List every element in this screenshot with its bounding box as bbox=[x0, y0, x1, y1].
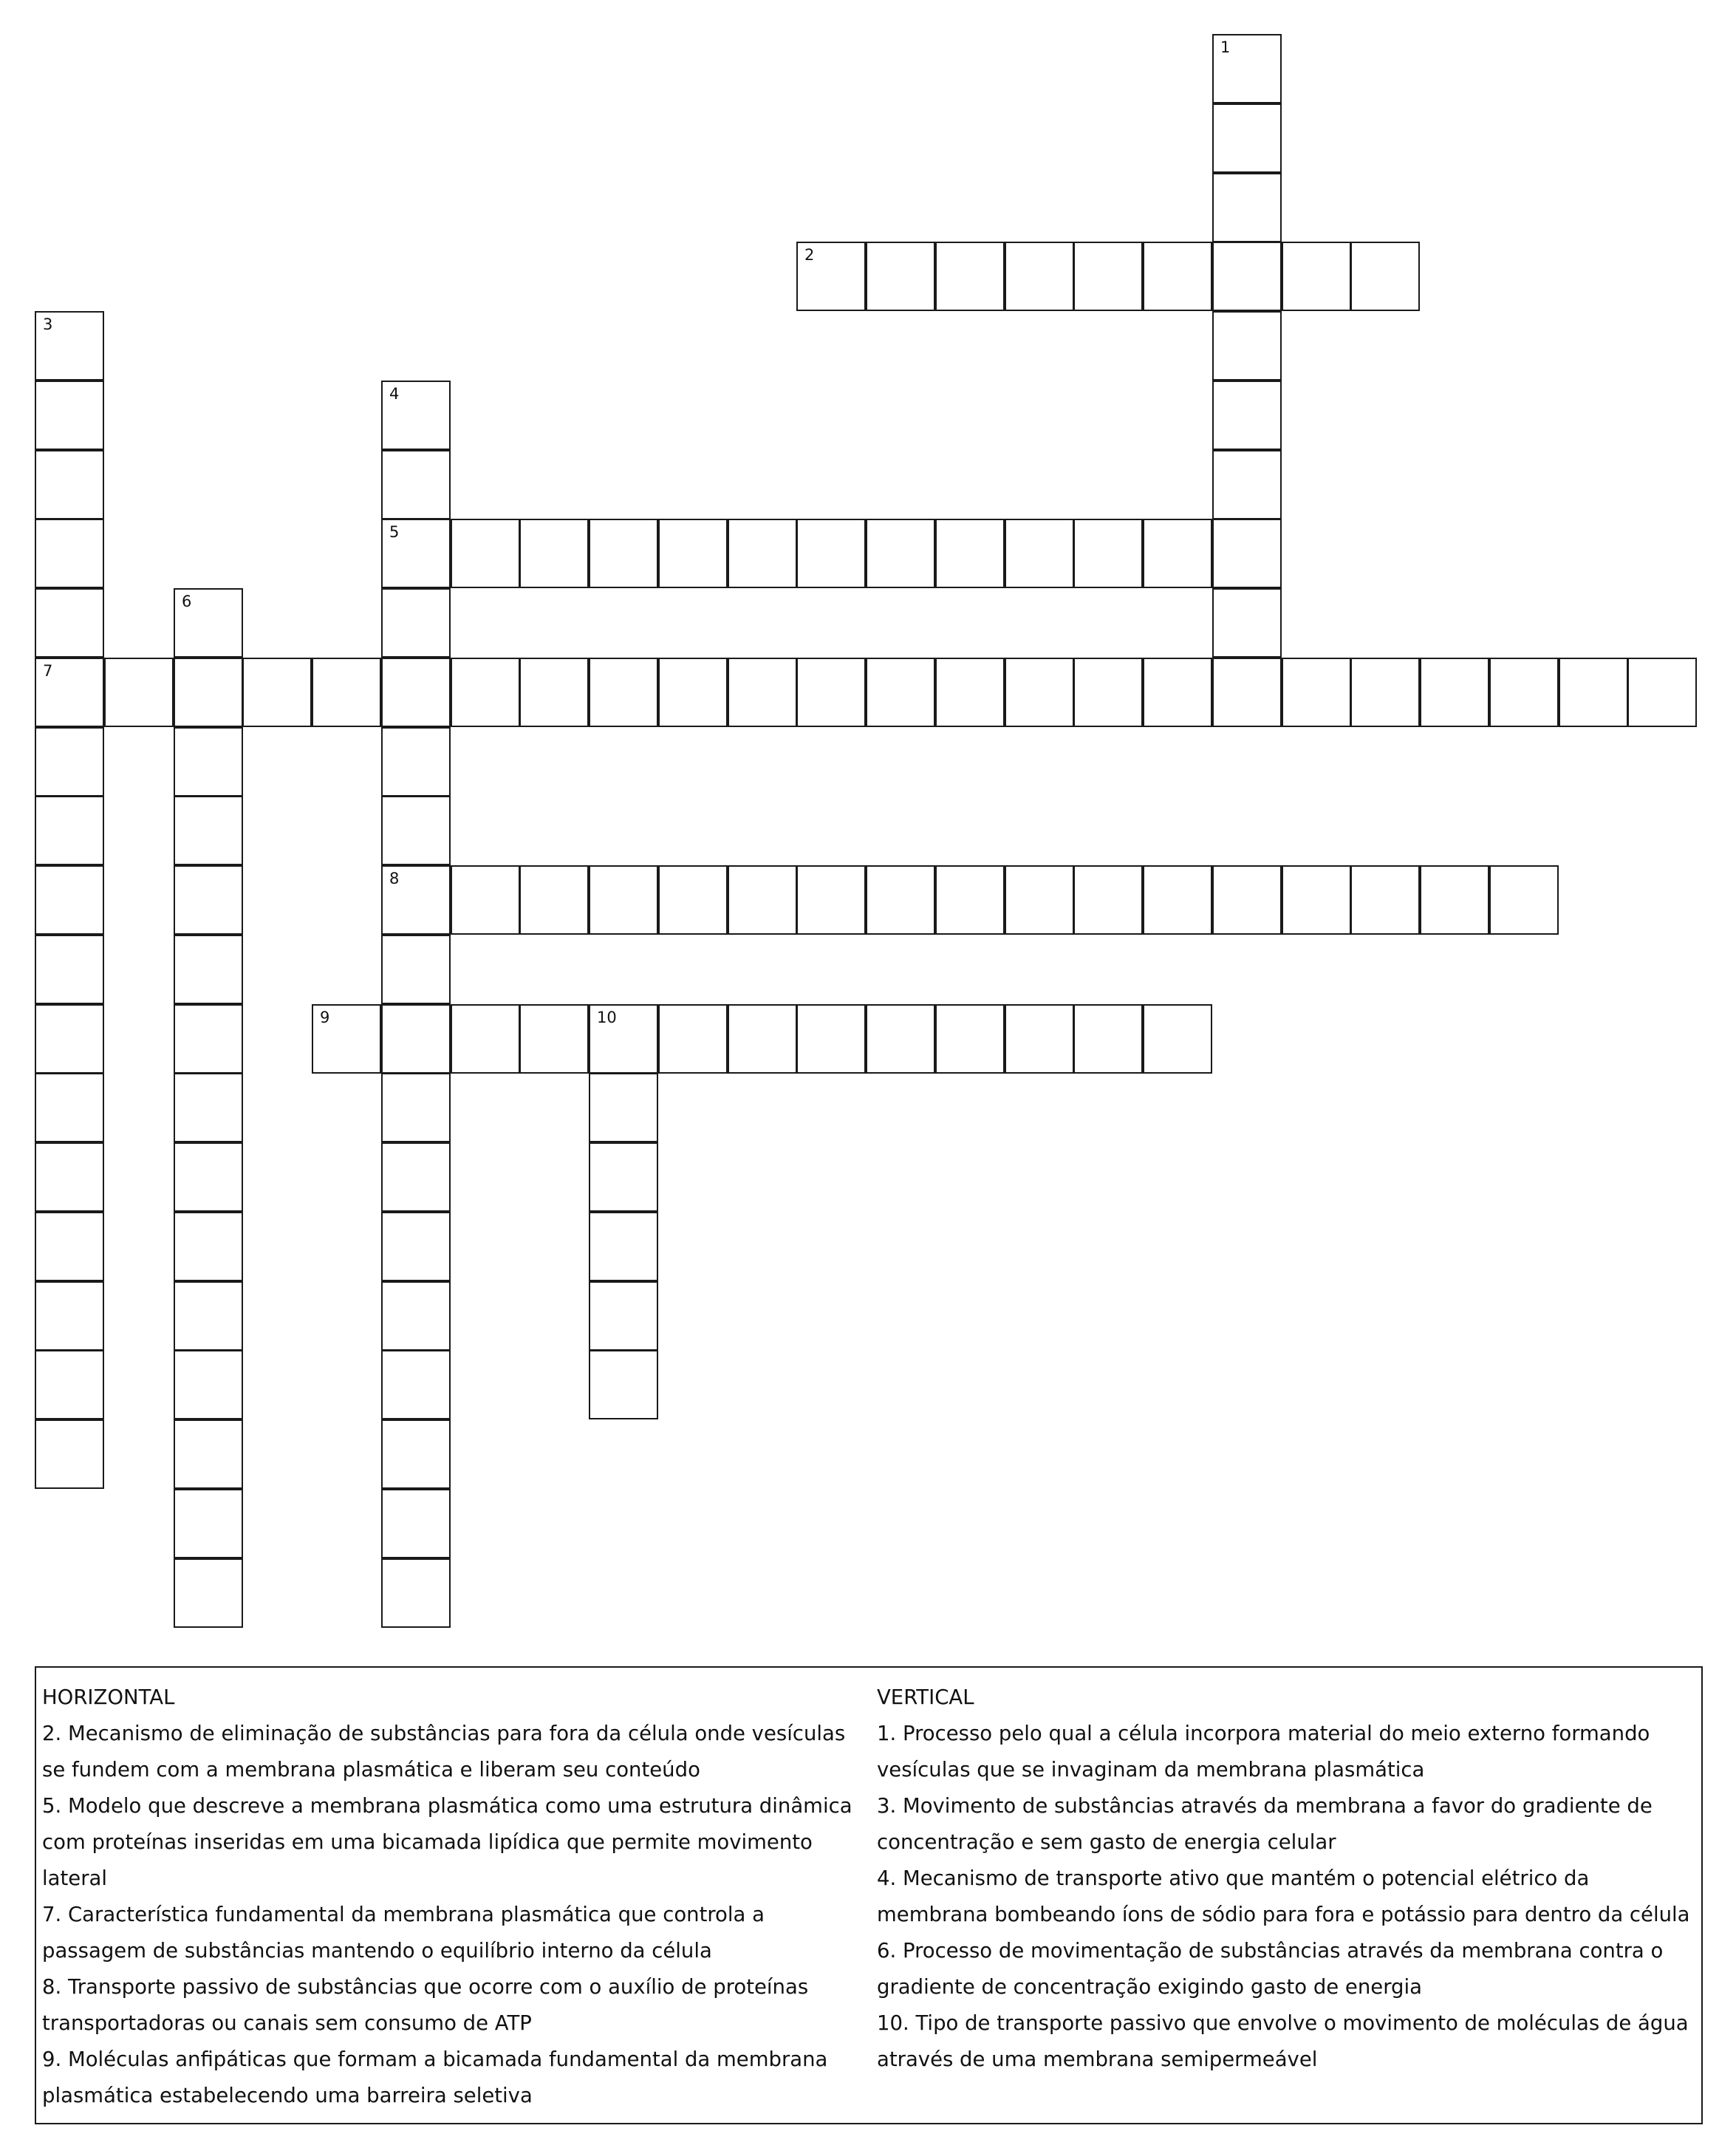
grid-cell[interactable] bbox=[796, 519, 866, 588]
grid-cell[interactable] bbox=[589, 1142, 658, 1212]
grid-cell[interactable] bbox=[866, 1004, 935, 1074]
grid-cell[interactable] bbox=[381, 1281, 451, 1351]
grid-cell[interactable] bbox=[935, 865, 1005, 935]
grid-cell[interactable] bbox=[728, 865, 797, 935]
grid-cell[interactable] bbox=[312, 1004, 381, 1074]
grid-cell[interactable] bbox=[1282, 242, 1351, 311]
grid-cell[interactable] bbox=[866, 242, 935, 311]
grid-cell[interactable] bbox=[381, 727, 451, 797]
grid-cell[interactable] bbox=[381, 1142, 451, 1212]
clue-across-2: 2. Mecanismo de eliminação de substâncias para fora da célula onde vesículas se fundem com a membrana plasmática e liberam seu conteúdo bbox=[42, 1722, 846, 1782]
grid-cell[interactable] bbox=[381, 865, 451, 935]
grid-cell[interactable] bbox=[381, 381, 451, 450]
grid-cell[interactable] bbox=[589, 519, 658, 588]
grid-cell[interactable] bbox=[1212, 588, 1282, 658]
clue-number: 1 bbox=[1220, 38, 1231, 56]
grid-cell[interactable] bbox=[589, 1073, 658, 1142]
grid-cell[interactable] bbox=[1073, 1004, 1143, 1074]
grid-cell[interactable] bbox=[451, 658, 520, 727]
grid-cell[interactable] bbox=[1143, 1004, 1212, 1074]
clue-across-5: 5. Modelo que descreve a membrana plasmática como uma estrutura dinâmica com proteínas inseridas em uma bicamada lipídica que permite movimento lateral bbox=[42, 1794, 852, 1890]
grid-cell[interactable] bbox=[1005, 242, 1074, 311]
clue-number: 6 bbox=[182, 593, 192, 610]
clue-box bbox=[35, 1666, 1703, 2124]
grid-cell[interactable] bbox=[35, 588, 104, 658]
grid-cell[interactable] bbox=[35, 658, 104, 727]
grid-cell[interactable] bbox=[796, 242, 866, 311]
grid-cell[interactable] bbox=[728, 519, 797, 588]
horizontal-title: HORIZONTAL bbox=[42, 1685, 175, 1709]
grid-cell[interactable] bbox=[381, 1212, 451, 1281]
grid-cell[interactable] bbox=[519, 865, 589, 935]
grid-cell[interactable] bbox=[1489, 865, 1559, 935]
grid-cell[interactable] bbox=[1212, 173, 1282, 242]
grid-cell[interactable] bbox=[1143, 242, 1212, 311]
grid-cell[interactable] bbox=[35, 865, 104, 935]
clue-across-7: 7. Característica fundamental da membrana plasmática que controla a passagem de substâncias mantendo o equilíbrio interno da célula bbox=[42, 1903, 765, 1963]
grid-cell[interactable] bbox=[589, 1004, 658, 1074]
grid-cell[interactable] bbox=[381, 796, 451, 865]
clue-down-1: 1. Processo pelo qual a célula incorpora material do meio externo formando vesículas que se invaginam da membrana plasmática bbox=[877, 1722, 1650, 1782]
grid-cell[interactable] bbox=[1143, 865, 1212, 935]
grid-cell[interactable] bbox=[174, 1142, 243, 1212]
grid-cell[interactable] bbox=[866, 865, 935, 935]
grid-cell[interactable] bbox=[35, 1281, 104, 1351]
grid-cell[interactable] bbox=[658, 1004, 728, 1074]
clue-across-9: 9. Moléculas anfipáticas que formam a bicamada fundamental da membrana plasmática estabelecendo uma barreira seletiva bbox=[42, 2048, 828, 2107]
grid-cell[interactable] bbox=[381, 519, 451, 588]
grid-cell[interactable] bbox=[935, 1004, 1005, 1074]
grid-cell[interactable] bbox=[35, 935, 104, 1004]
grid-cell[interactable] bbox=[796, 1004, 866, 1074]
clue-down-6: 6. Processo de movimentação de substâncias através da membrana contra o gradiente de concentração exigindo gasto de energia bbox=[877, 1939, 1664, 1999]
grid-cell[interactable] bbox=[174, 1558, 243, 1628]
clue-number: 5 bbox=[389, 523, 400, 541]
grid-cell[interactable] bbox=[174, 1004, 243, 1074]
grid-cell[interactable] bbox=[1212, 242, 1282, 311]
grid-cell[interactable] bbox=[589, 865, 658, 935]
grid-cell[interactable] bbox=[728, 658, 797, 727]
grid-cell[interactable] bbox=[1420, 865, 1489, 935]
grid-cell[interactable] bbox=[796, 658, 866, 727]
grid-cell[interactable] bbox=[381, 588, 451, 658]
grid-cell[interactable] bbox=[174, 1350, 243, 1419]
grid-cell[interactable] bbox=[1073, 865, 1143, 935]
grid-cell[interactable] bbox=[1143, 519, 1212, 588]
grid-cell[interactable] bbox=[1350, 658, 1420, 727]
grid-cell[interactable] bbox=[1005, 1004, 1074, 1074]
grid-cell[interactable] bbox=[174, 865, 243, 935]
grid-cell[interactable] bbox=[935, 658, 1005, 727]
grid-cell[interactable] bbox=[451, 1004, 520, 1074]
grid-cell[interactable] bbox=[35, 796, 104, 865]
horizontal-clues bbox=[42, 1680, 869, 2114]
grid-cell[interactable] bbox=[1073, 519, 1143, 588]
grid-cell[interactable] bbox=[1489, 658, 1559, 727]
grid-cell[interactable] bbox=[451, 519, 520, 588]
grid-cell[interactable] bbox=[1212, 381, 1282, 450]
grid-cell[interactable] bbox=[35, 1212, 104, 1281]
grid-cell[interactable] bbox=[381, 1558, 451, 1628]
grid-cell[interactable] bbox=[35, 1419, 104, 1489]
grid-cell[interactable] bbox=[174, 1419, 243, 1489]
grid-cell[interactable] bbox=[1212, 311, 1282, 381]
grid-cell[interactable] bbox=[935, 519, 1005, 588]
grid-cell[interactable] bbox=[589, 658, 658, 727]
grid-cell[interactable] bbox=[519, 658, 589, 727]
grid-cell[interactable] bbox=[1005, 658, 1074, 727]
grid-cell[interactable] bbox=[35, 1004, 104, 1074]
grid-cell[interactable] bbox=[381, 1489, 451, 1558]
grid-cell[interactable] bbox=[35, 727, 104, 797]
grid-cell[interactable] bbox=[1143, 658, 1212, 727]
clue-number: 7 bbox=[43, 662, 53, 680]
grid-cell[interactable] bbox=[381, 658, 451, 727]
grid-cell[interactable] bbox=[1212, 103, 1282, 173]
grid-cell[interactable] bbox=[1212, 34, 1282, 103]
grid-cell[interactable] bbox=[519, 519, 589, 588]
grid-cell[interactable] bbox=[174, 1073, 243, 1142]
grid-cell[interactable] bbox=[1420, 658, 1489, 727]
grid-cell[interactable] bbox=[35, 311, 104, 381]
grid-cell[interactable] bbox=[658, 519, 728, 588]
grid-cell[interactable] bbox=[1627, 658, 1697, 727]
clue-number: 9 bbox=[320, 1009, 330, 1026]
clue-down-4: 4. Mecanismo de transporte ativo que mantém o potencial elétrico da membrana bombeando íons de sódio para fora e potássio para dentro da célula bbox=[877, 1866, 1690, 1926]
grid-cell[interactable] bbox=[589, 1350, 658, 1419]
grid-cell[interactable] bbox=[174, 1281, 243, 1351]
clue-number: 8 bbox=[389, 870, 400, 887]
grid-cell[interactable] bbox=[104, 658, 174, 727]
clue-number: 10 bbox=[597, 1009, 617, 1026]
grid-cell[interactable] bbox=[35, 381, 104, 450]
grid-cell[interactable] bbox=[174, 658, 243, 727]
clue-number: 2 bbox=[804, 246, 815, 264]
grid-cell[interactable] bbox=[1559, 658, 1628, 727]
grid-cell[interactable] bbox=[1350, 865, 1420, 935]
clue-across-8: 8. Transporte passivo de substâncias que ocorre com o auxílio de proteínas transportadoras ou canais sem consumo de ATP bbox=[42, 1975, 809, 2035]
grid-cell[interactable] bbox=[381, 1004, 451, 1074]
grid-cell[interactable] bbox=[312, 658, 381, 727]
clue-number: 4 bbox=[389, 385, 400, 403]
grid-cell[interactable] bbox=[35, 1142, 104, 1212]
grid-cell[interactable] bbox=[174, 588, 243, 658]
grid-cell[interactable] bbox=[658, 658, 728, 727]
grid-cell[interactable] bbox=[35, 519, 104, 588]
grid-cell[interactable] bbox=[1282, 658, 1351, 727]
grid-cell[interactable] bbox=[174, 1212, 243, 1281]
grid-cell[interactable] bbox=[35, 450, 104, 519]
grid-cell[interactable] bbox=[381, 1350, 451, 1419]
grid-cell[interactable] bbox=[1212, 658, 1282, 727]
grid-cell[interactable] bbox=[174, 1489, 243, 1558]
grid-cell[interactable] bbox=[1212, 865, 1282, 935]
grid-cell[interactable] bbox=[381, 1073, 451, 1142]
grid-cell[interactable] bbox=[381, 935, 451, 1004]
grid-cell[interactable] bbox=[589, 1212, 658, 1281]
grid-cell[interactable] bbox=[796, 865, 866, 935]
grid-cell[interactable] bbox=[1282, 865, 1351, 935]
grid-cell[interactable] bbox=[35, 1350, 104, 1419]
grid-cell[interactable] bbox=[589, 1281, 658, 1351]
grid-cell[interactable] bbox=[1005, 519, 1074, 588]
grid-cell[interactable] bbox=[381, 450, 451, 519]
clue-number: 3 bbox=[43, 316, 53, 333]
vertical-clues bbox=[877, 1680, 1697, 2078]
vertical-title: VERTICAL bbox=[877, 1685, 974, 1709]
grid-cell[interactable] bbox=[866, 519, 935, 588]
clue-down-3: 3. Movimento de substâncias através da membrana a favor do gradiente de concentração e sem gasto de energia celular bbox=[877, 1794, 1653, 1854]
grid-cell[interactable] bbox=[935, 242, 1005, 311]
grid-cell[interactable] bbox=[174, 727, 243, 797]
grid-cell[interactable] bbox=[866, 658, 935, 727]
grid-cell[interactable] bbox=[658, 865, 728, 935]
grid-cell[interactable] bbox=[728, 1004, 797, 1074]
grid-cell[interactable] bbox=[381, 1419, 451, 1489]
grid-cell[interactable] bbox=[1212, 450, 1282, 519]
grid-cell[interactable] bbox=[1073, 658, 1143, 727]
grid-cell[interactable] bbox=[451, 865, 520, 935]
grid-cell[interactable] bbox=[35, 1073, 104, 1142]
grid-cell[interactable] bbox=[1350, 242, 1420, 311]
grid-cell[interactable] bbox=[174, 935, 243, 1004]
clue-down-10: 10. Tipo de transporte passivo que envolve o movimento de moléculas de água através de uma membrana semipermeável bbox=[877, 2011, 1689, 2071]
grid-cell[interactable] bbox=[1212, 519, 1282, 588]
grid-cell[interactable] bbox=[242, 658, 312, 727]
grid-cell[interactable] bbox=[1073, 242, 1143, 311]
grid-cell[interactable] bbox=[519, 1004, 589, 1074]
grid-cell[interactable] bbox=[174, 796, 243, 865]
grid-cell[interactable] bbox=[1005, 865, 1074, 935]
